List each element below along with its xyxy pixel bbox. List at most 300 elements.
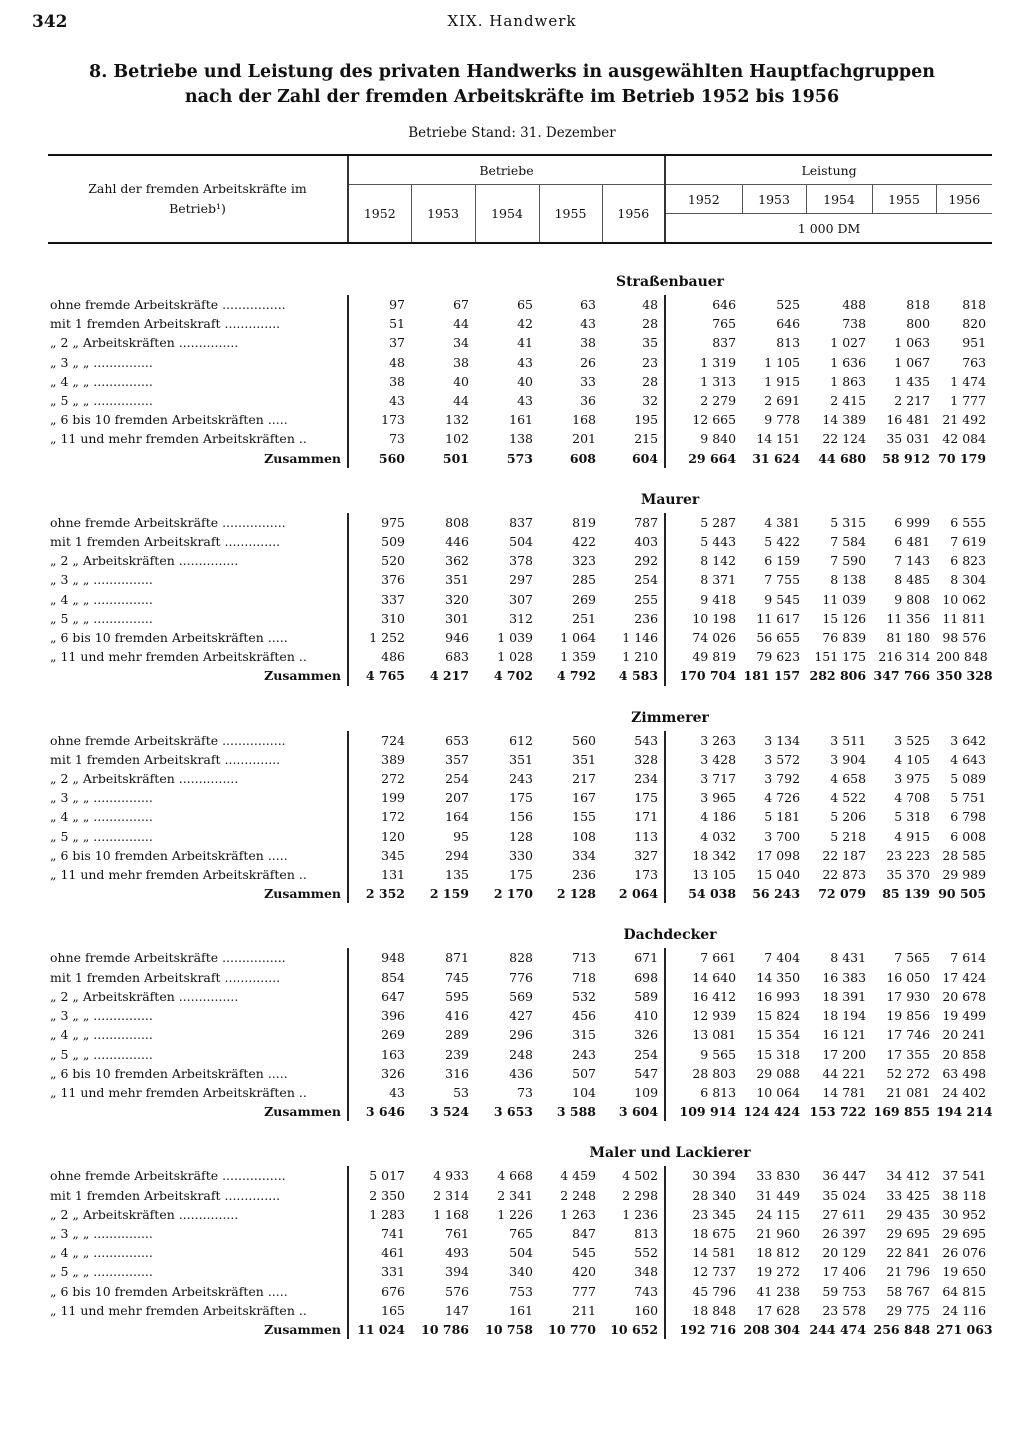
row-label: „ 2 „ Arbeitskräften ...............	[50, 553, 239, 569]
group-header-leistung: Leistung	[665, 155, 992, 185]
betriebe-cell: 73	[517, 1084, 533, 1100]
leistung-cell: 26 076	[942, 1245, 987, 1261]
betriebe-cell: 301	[445, 610, 469, 626]
betriebe-cell: 427	[509, 1008, 533, 1024]
row-label: „ 6 bis 10 fremden Arbeitskräften .....	[50, 412, 288, 428]
total-row	[48, 884, 992, 903]
betriebe-cell: 837	[509, 514, 533, 530]
row-label: „ 6 bis 10 fremden Arbeitskräften .....	[50, 630, 288, 646]
leistung-cell: 7 661	[665, 948, 742, 967]
table-row	[48, 295, 992, 314]
table-row	[48, 1282, 992, 1301]
leistung-cell: 18 194	[822, 1008, 867, 1024]
leistung-cell: 6 999	[894, 514, 931, 530]
leistung-cell: 29 088	[756, 1065, 801, 1081]
betriebe-cell: 155	[572, 809, 596, 825]
betriebe-cell: 164	[445, 809, 469, 825]
row-label: „ 3 „ „ ...............	[50, 354, 153, 370]
leistung-cell: 8 304	[950, 572, 987, 588]
leistung-cell: 29 435	[886, 1206, 931, 1222]
betriebe-cell: 403	[634, 534, 659, 550]
leistung-cell: 3 511	[830, 732, 867, 748]
betriebe-cell: 787	[634, 514, 659, 530]
total-row	[48, 666, 992, 685]
leistung-cell: 13 105	[665, 865, 742, 884]
leistung-cell: 20 129	[822, 1245, 867, 1261]
betriebe-cell: 113	[634, 828, 659, 844]
betriebe-cell: 4 765	[348, 666, 411, 685]
leistung-cell: 38 118	[942, 1187, 987, 1203]
leistung-cell: 35 031	[886, 431, 931, 447]
leistung-cell: 4 643	[950, 751, 987, 767]
table-row	[48, 846, 992, 865]
betriebe-cell: 38	[348, 372, 411, 391]
table-row	[48, 647, 992, 666]
leistung-cell: 2 217	[894, 393, 931, 409]
leistung-cell: 216 314	[878, 649, 931, 665]
betriebe-cell: 589	[634, 988, 659, 1004]
betriebe-cell: 573	[506, 450, 533, 466]
leistung-cell: 1 777	[950, 393, 987, 409]
title-line-2: nach der Zahl der fremden Arbeitskräfte im Betrieb 1952 bis 1956	[184, 87, 840, 107]
row-label: „ 6 bis 10 fremden Arbeitskräften .....	[50, 847, 288, 863]
betriebe-cell: 612	[509, 732, 533, 748]
leistung-cell: 42 084	[942, 431, 987, 447]
betriebe-cell: 53	[453, 1084, 469, 1100]
leistung-cell: 45 796	[665, 1282, 742, 1301]
betriebe-cell: 36	[580, 393, 596, 409]
leistung-cell: 5 422	[764, 534, 801, 550]
betriebe-cell: 871	[445, 950, 469, 966]
leistung-cell: 29 695	[886, 1225, 931, 1241]
betriebe-cell: 520	[348, 551, 411, 570]
leistung-cell: 33 830	[756, 1168, 801, 1184]
leistung-cell: 5 218	[830, 828, 867, 844]
betriebe-cell: 348	[634, 1264, 659, 1280]
betriebe-cell: 63	[580, 297, 596, 312]
leistung-cell: 169 855	[873, 1104, 931, 1120]
betriebe-cell: 28	[642, 316, 659, 332]
leistung-cell: 9 418	[665, 590, 742, 609]
leistung-cell: 813	[776, 335, 801, 351]
leistung-cell: 763	[962, 354, 987, 370]
betriebe-cell: 1 263	[560, 1206, 596, 1222]
leistung-cell: 8 485	[894, 572, 931, 588]
betriebe-cell: 504	[509, 534, 533, 550]
leistung-cell: 181 157	[743, 668, 801, 684]
leistung-cell: 7 619	[950, 534, 987, 550]
leistung-cell: 5 287	[665, 513, 742, 532]
year-header: 1952	[348, 185, 411, 243]
year-header: 1956	[936, 185, 992, 214]
stub-header: Zahl der fremden Arbeitskräfte im Betrieb¹)	[48, 155, 348, 242]
betriebe-cell: 378	[509, 553, 533, 569]
betriebe-cell: 1 064	[560, 630, 596, 646]
leistung-cell: 153 722	[809, 1104, 867, 1120]
betriebe-cell: 604	[631, 450, 659, 466]
betriebe-cell: 38	[453, 354, 469, 370]
betriebe-cell: 501	[442, 450, 469, 466]
table-row	[48, 353, 992, 372]
leistung-cell: 1 027	[830, 335, 867, 351]
leistung-cell: 282 806	[809, 668, 867, 684]
betriebe-cell: 43	[580, 316, 596, 332]
leistung-cell: 36 447	[822, 1168, 867, 1184]
table-row	[48, 1064, 992, 1083]
betriebe-cell: 456	[572, 1008, 596, 1024]
betriebe-cell: 436	[509, 1065, 533, 1081]
betriebe-cell: 376	[348, 570, 411, 589]
leistung-cell: 1 067	[894, 354, 931, 370]
leistung-cell: 31 449	[756, 1187, 801, 1203]
leistung-cell: 7 143	[894, 553, 931, 569]
betriebe-cell: 10 652	[610, 1321, 659, 1337]
betriebe-cell: 40	[453, 373, 469, 389]
table-row	[48, 1083, 992, 1102]
betriebe-cell: 254	[634, 572, 659, 588]
betriebe-cell: 698	[634, 969, 659, 985]
leistung-cell: 6 798	[950, 809, 987, 825]
leistung-cell: 2 691	[764, 393, 801, 409]
row-label: „ 4 „ „ ...............	[50, 591, 153, 607]
leistung-cell: 52 272	[886, 1065, 931, 1081]
leistung-cell: 54 038	[665, 884, 742, 903]
leistung-cell: 81 180	[886, 630, 931, 646]
betriebe-cell: 1 359	[560, 649, 596, 665]
betriebe-cell: 104	[572, 1084, 596, 1100]
leistung-cell: 9 808	[894, 591, 931, 607]
betriebe-cell: 3 646	[348, 1102, 411, 1121]
leistung-cell: 5 181	[764, 809, 801, 825]
leistung-cell: 16 383	[822, 969, 867, 985]
table-row	[48, 570, 992, 589]
leistung-cell: 58 912	[882, 450, 931, 466]
row-label: „ 3 „ „ ...............	[50, 1008, 153, 1024]
table-row	[48, 1045, 992, 1064]
betriebe-cell: 73	[348, 429, 411, 448]
leistung-cell: 29 695	[942, 1225, 987, 1241]
leistung-cell: 17 200	[822, 1046, 867, 1062]
betriebe-cell: 97	[348, 295, 411, 314]
betriebe-cell: 394	[445, 1264, 469, 1280]
betriebe-cell: 4 668	[497, 1168, 533, 1184]
leistung-cell: 17 098	[756, 847, 801, 863]
table-row	[48, 769, 992, 788]
betriebe-cell: 4 217	[429, 668, 469, 684]
betriebe-cell: 334	[572, 847, 596, 863]
leistung-cell: 76 839	[822, 630, 867, 646]
row-label: „ 2 „ Arbeitskräften ...............	[50, 335, 239, 351]
total-label: Zusammen	[264, 1104, 341, 1120]
leistung-cell: 3 572	[764, 751, 801, 767]
betriebe-cell: 323	[572, 553, 596, 569]
leistung-cell: 74 026	[665, 628, 742, 647]
betriebe-cell: 163	[348, 1045, 411, 1064]
leistung-cell: 11 356	[886, 610, 931, 626]
leistung-cell: 9 565	[665, 1045, 742, 1064]
leistung-cell: 22 124	[822, 431, 867, 447]
leistung-cell: 488	[842, 297, 867, 312]
row-label: „ 3 „ „ ...............	[50, 572, 153, 588]
betriebe-cell: 292	[634, 553, 659, 569]
betriebe-cell: 4 502	[622, 1168, 659, 1184]
betriebe-cell: 351	[445, 572, 469, 588]
table-row	[48, 333, 992, 352]
leistung-cell: 3 975	[894, 771, 931, 787]
table-row	[48, 590, 992, 609]
betriebe-cell: 547	[634, 1065, 659, 1081]
leistung-cell: 8 142	[665, 551, 742, 570]
betriebe-cell: 396	[348, 1006, 411, 1025]
leistung-cell: 56 243	[752, 886, 801, 902]
row-label: „ 3 „ „ ...............	[50, 790, 153, 806]
table-row	[48, 1025, 992, 1044]
betriebe-cell: 255	[634, 591, 659, 607]
betriebe-cell: 765	[509, 1225, 533, 1241]
betriebe-cell: 10 770	[548, 1321, 596, 1337]
betriebe-cell: 509	[348, 532, 411, 551]
betriebe-cell: 1 210	[622, 649, 659, 665]
betriebe-cell: 1 146	[622, 630, 659, 646]
betriebe-cell: 330	[509, 847, 533, 863]
leistung-cell: 18 812	[756, 1245, 801, 1261]
row-label: „ 11 und mehr fremden Arbeitskräften ..	[50, 1084, 307, 1100]
table-row	[48, 827, 992, 846]
betriebe-cell: 43	[348, 1083, 411, 1102]
row-label: mit 1 fremden Arbeitskraft ..............	[50, 534, 281, 550]
betriebe-cell: 1 168	[433, 1206, 469, 1222]
betriebe-cell: 1 236	[622, 1206, 659, 1222]
betriebe-cell: 199	[348, 788, 411, 807]
leistung-cell: 3 263	[665, 731, 742, 750]
row-label: ohne fremde Arbeitskräfte ................	[50, 732, 286, 748]
betriebe-cell: 33	[580, 373, 596, 389]
leistung-cell: 28 803	[665, 1064, 742, 1083]
page-number: 342	[32, 12, 68, 32]
leistung-cell: 244 474	[809, 1321, 867, 1337]
total-row	[48, 1320, 992, 1339]
leistung-cell: 28 340	[665, 1186, 742, 1205]
betriebe-cell: 165	[348, 1301, 411, 1320]
betriebe-cell: 946	[445, 630, 469, 646]
betriebe-cell: 10 786	[421, 1321, 469, 1337]
leistung-cell: 3 904	[830, 751, 867, 767]
year-header: 1954	[806, 185, 872, 214]
leistung-cell: 2 415	[830, 393, 867, 409]
leistung-cell: 4 381	[764, 514, 801, 530]
leistung-cell: 15 040	[756, 867, 801, 883]
running-head: XIX. Handwerk	[447, 12, 577, 30]
table-row	[48, 314, 992, 333]
leistung-cell: 3 428	[665, 750, 742, 769]
betriebe-cell: 131	[348, 865, 411, 884]
betriebe-cell: 608	[569, 450, 596, 466]
year-header: 1955	[539, 185, 602, 243]
leistung-cell: 35 024	[822, 1187, 867, 1203]
leistung-cell: 24 115	[756, 1206, 801, 1222]
betriebe-cell: 175	[634, 790, 659, 806]
betriebe-cell: 493	[445, 1245, 469, 1261]
leistung-cell: 1 636	[830, 354, 867, 370]
betriebe-cell: 37	[348, 333, 411, 352]
leistung-cell: 3 525	[894, 732, 931, 748]
table-body	[48, 243, 992, 1339]
betriebe-cell: 545	[572, 1245, 596, 1261]
betriebe-cell: 201	[572, 431, 596, 447]
leistung-cell: 15 824	[756, 1008, 801, 1024]
betriebe-cell: 2 170	[493, 886, 533, 902]
betriebe-cell: 543	[634, 732, 659, 748]
leistung-cell: 16 050	[886, 969, 931, 985]
table-row	[48, 1224, 992, 1243]
betriebe-cell: 718	[572, 969, 596, 985]
table-row	[48, 1006, 992, 1025]
leistung-cell: 646	[665, 295, 742, 314]
table-row	[48, 391, 992, 410]
betriebe-cell: 254	[445, 771, 469, 787]
row-label: mit 1 fremden Arbeitskraft ..............	[50, 316, 281, 332]
betriebe-cell: 576	[445, 1283, 469, 1299]
leistung-cell: 7 755	[764, 572, 801, 588]
betriebe-cell: 327	[634, 847, 659, 863]
betriebe-cell: 316	[445, 1065, 469, 1081]
leistung-cell: 7 404	[764, 950, 801, 966]
table-row	[48, 532, 992, 551]
leistung-cell: 19 272	[756, 1264, 801, 1280]
leistung-cell: 4 658	[830, 771, 867, 787]
leistung-cell: 12 939	[665, 1006, 742, 1025]
section-heading: Dachdecker	[623, 927, 717, 944]
betriebe-cell: 552	[634, 1245, 659, 1261]
table-header	[48, 155, 992, 243]
betriebe-cell: 44	[453, 393, 469, 409]
leistung-cell: 3 717	[665, 769, 742, 788]
leistung-cell: 15 318	[756, 1046, 801, 1062]
betriebe-cell: 776	[509, 969, 533, 985]
betriebe-cell: 48	[348, 353, 411, 372]
betriebe-cell: 2 352	[348, 884, 411, 903]
betriebe-cell: 328	[634, 751, 659, 767]
leistung-cell: 10 064	[756, 1084, 801, 1100]
leistung-cell: 8 138	[830, 572, 867, 588]
table-row	[48, 410, 992, 429]
betriebe-cell: 340	[509, 1264, 533, 1280]
table-row	[48, 1243, 992, 1262]
leistung-cell: 2 279	[665, 391, 742, 410]
betriebe-cell: 4 459	[560, 1168, 596, 1184]
leistung-cell: 6 555	[950, 514, 987, 530]
betriebe-cell: 3 524	[429, 1104, 469, 1120]
leistung-cell: 4 032	[665, 827, 742, 846]
leistung-cell: 26 397	[822, 1225, 867, 1241]
leistung-cell: 1 313	[665, 372, 742, 391]
betriebe-cell: 102	[445, 431, 469, 447]
leistung-cell: 56 655	[756, 630, 801, 646]
leistung-cell: 27 611	[822, 1206, 867, 1222]
leistung-cell: 29 664	[665, 449, 742, 468]
leistung-cell: 30 394	[665, 1166, 742, 1185]
year-header: 1953	[742, 185, 806, 214]
leistung-cell: 13 081	[665, 1025, 742, 1044]
betriebe-cell: 320	[445, 591, 469, 607]
leistung-cell: 44 221	[822, 1065, 867, 1081]
leistung-cell: 17 930	[886, 988, 931, 1004]
leistung-cell: 72 079	[818, 886, 867, 902]
betriebe-cell: 2 159	[429, 886, 469, 902]
leistung-cell: 30 952	[942, 1206, 987, 1222]
row-label: ohne fremde Arbeitskräfte ................	[50, 297, 286, 312]
row-label: „ 3 „ „ ...............	[50, 1225, 153, 1241]
leistung-cell: 14 640	[665, 968, 742, 987]
betriebe-cell: 847	[572, 1225, 596, 1241]
betriebe-cell: 34	[453, 335, 469, 351]
betriebe-cell: 351	[509, 751, 533, 767]
betriebe-cell: 819	[572, 514, 596, 530]
leistung-cell: 17 746	[886, 1027, 931, 1043]
leistung-cell: 63 498	[942, 1065, 987, 1081]
row-label: „ 5 „ „ ...............	[50, 1264, 153, 1280]
leistung-cell: 4 726	[764, 790, 801, 806]
betriebe-cell: 2 064	[618, 886, 659, 902]
betriebe-cell: 315	[572, 1027, 596, 1043]
betriebe-cell: 234	[634, 771, 659, 787]
leistung-cell: 18 342	[665, 846, 742, 865]
leistung-cell: 14 781	[822, 1084, 867, 1100]
betriebe-cell: 243	[572, 1046, 596, 1062]
leistung-cell: 7 584	[830, 534, 867, 550]
total-row	[48, 1102, 992, 1121]
betriebe-cell: 326	[348, 1064, 411, 1083]
leistung-cell: 1 915	[764, 373, 801, 389]
group-header-betriebe: Betriebe	[348, 155, 665, 185]
leistung-cell: 21 081	[886, 1084, 931, 1100]
betriebe-cell: 2 298	[622, 1187, 659, 1203]
leistung-cell: 64 815	[942, 1283, 987, 1299]
betriebe-cell: 307	[509, 591, 533, 607]
row-label: ohne fremde Arbeitskräfte ................	[50, 950, 286, 966]
leistung-cell: 19 499	[942, 1008, 987, 1024]
statistics-table	[48, 154, 992, 1339]
betriebe-cell: 486	[348, 647, 411, 666]
leistung-cell: 12 665	[665, 410, 742, 429]
leistung-cell: 23 578	[822, 1302, 867, 1318]
leistung-cell: 17 355	[886, 1046, 931, 1062]
year-header: 1952	[665, 185, 742, 214]
table-row	[48, 628, 992, 647]
row-label: „ 4 „ „ ...............	[50, 1027, 153, 1043]
leistung-cell: 109 914	[665, 1102, 742, 1121]
leistung-cell: 17 406	[822, 1264, 867, 1280]
leistung-cell: 5 315	[830, 514, 867, 530]
leistung-cell: 820	[962, 316, 987, 332]
row-label: „ 5 „ „ ...............	[50, 610, 153, 626]
betriebe-cell: 175	[509, 867, 533, 883]
betriebe-cell: 108	[572, 828, 596, 844]
betriebe-cell: 26	[580, 354, 596, 370]
total-row	[48, 449, 992, 468]
table-row	[48, 948, 992, 967]
section-heading: Maler und Lackierer	[589, 1145, 751, 1162]
leistung-cell: 90 505	[938, 886, 987, 902]
row-label: „ 2 „ Arbeitskräften ...............	[50, 771, 239, 787]
betriebe-cell: 23	[642, 354, 659, 370]
betriebe-cell: 296	[509, 1027, 533, 1043]
table-row	[48, 731, 992, 750]
row-label: „ 4 „ „ ...............	[50, 809, 153, 825]
betriebe-cell: 446	[445, 534, 469, 550]
betriebe-cell: 254	[634, 1046, 659, 1062]
betriebe-cell: 1 252	[348, 628, 411, 647]
